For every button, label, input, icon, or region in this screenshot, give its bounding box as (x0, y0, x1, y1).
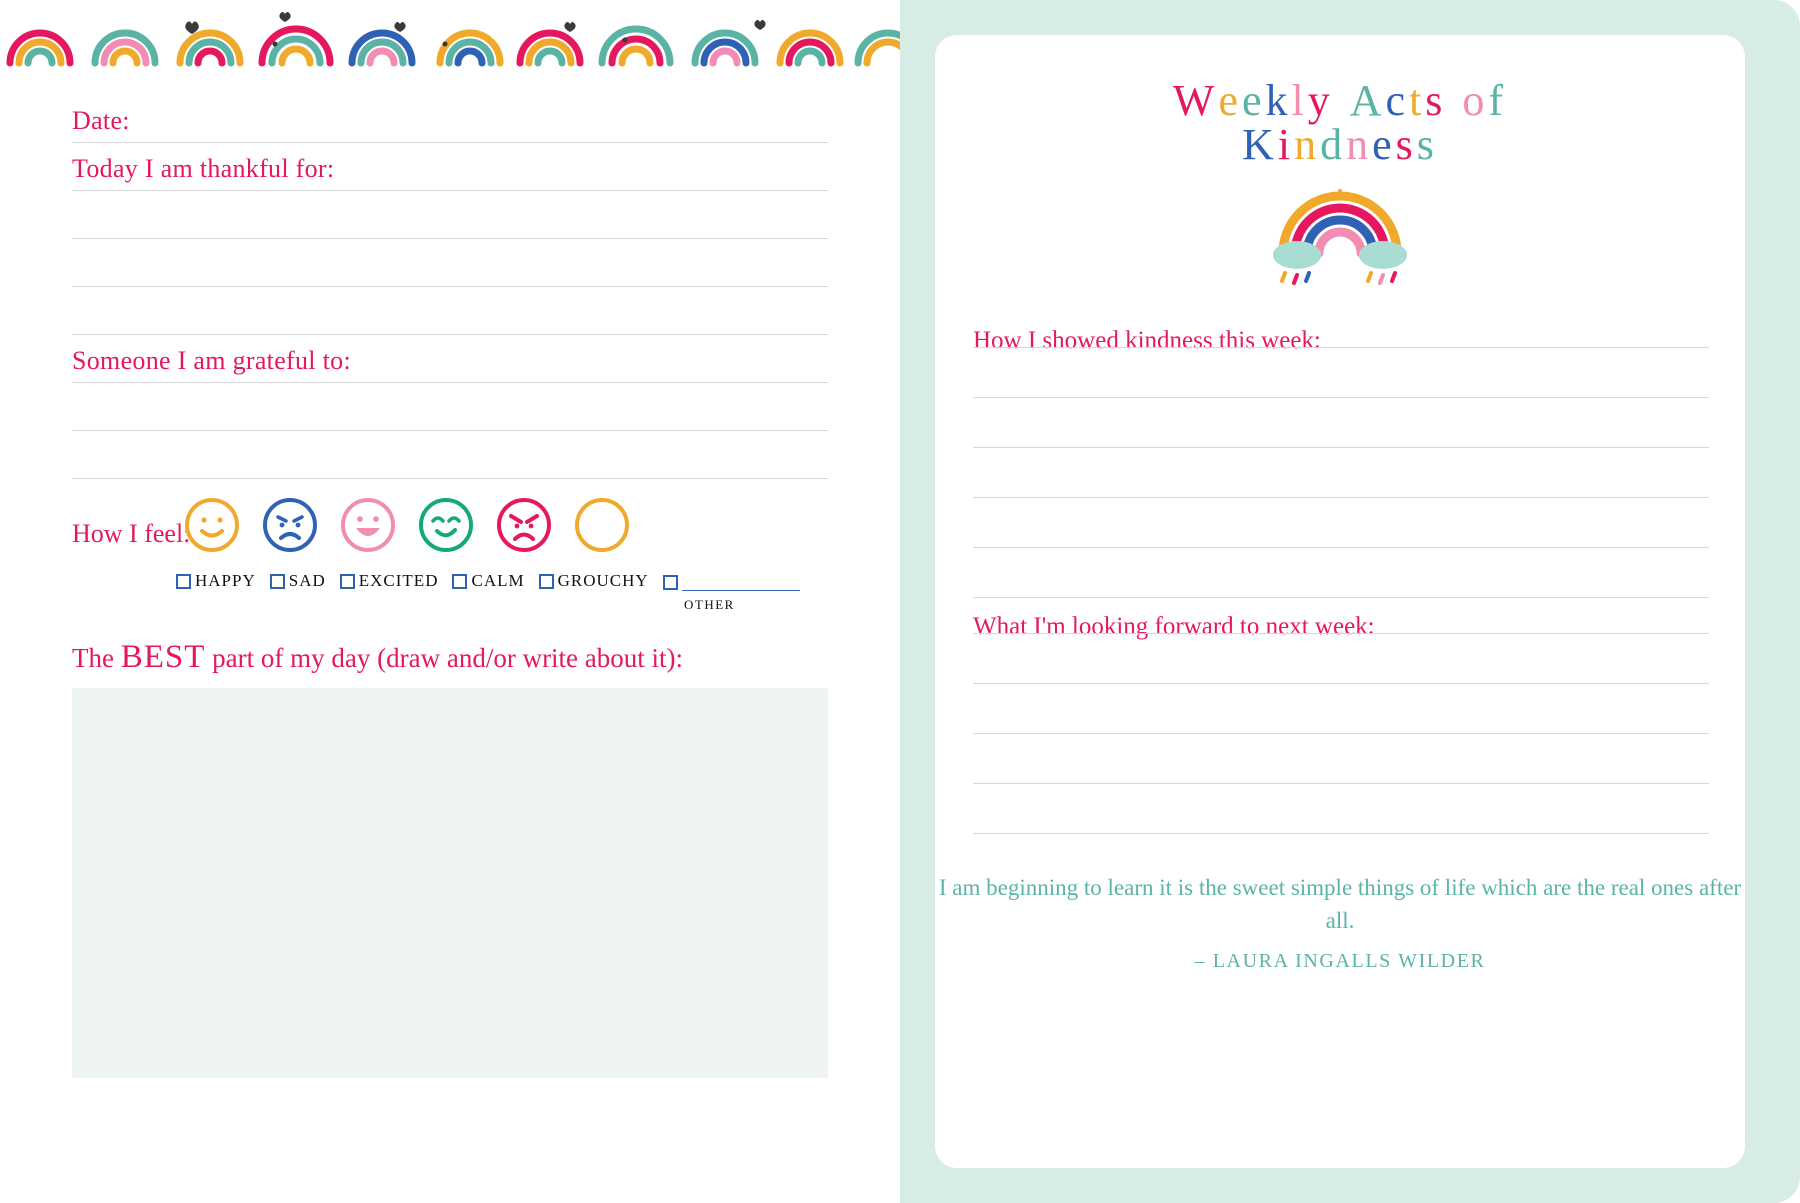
thankful-writing-line[interactable] (72, 239, 828, 287)
title-line-1 (935, 76, 1745, 125)
grateful-field[interactable] (72, 335, 828, 383)
mood-checkbox-happy[interactable] (176, 571, 256, 591)
grouchy-face-icon[interactable] (496, 497, 552, 553)
rainbow-illustration-svg (1265, 183, 1415, 287)
kindness-rule[interactable] (973, 347, 1709, 348)
happy-face-icon[interactable] (184, 497, 240, 553)
checkbox-box[interactable] (176, 574, 191, 589)
title-char: l (1291, 76, 1308, 125)
checkbox-box[interactable] (539, 574, 554, 589)
sad-face-icon[interactable] (262, 497, 318, 553)
mood-label: HAPPY (195, 571, 256, 590)
title-char: y (1307, 76, 1334, 125)
mood-checkbox-other[interactable] (663, 574, 800, 591)
mood-checkboxes (176, 571, 800, 591)
forward-writing-line[interactable] (973, 783, 1709, 784)
forward-writing-line[interactable] (973, 733, 1709, 734)
title-char: t (1409, 76, 1426, 125)
title-char: s (1416, 120, 1438, 169)
drawing-area[interactable] (72, 688, 828, 1078)
title-char: c (1385, 76, 1410, 125)
forward-rule[interactable] (973, 633, 1709, 634)
best-emphasis: BEST (120, 639, 206, 675)
thankful-label: Today I am thankful for: (72, 154, 335, 183)
forward-writing-line[interactable] (973, 683, 1709, 684)
left-page-body (0, 95, 900, 1078)
kindness-writing-line[interactable] (973, 497, 1709, 498)
quote-author: – LAURA INGALLS WILDER (1194, 949, 1486, 972)
kindness-writing-line[interactable] (973, 397, 1709, 398)
checkbox-box[interactable] (663, 575, 678, 590)
mood-label: EXCITED (358, 571, 439, 590)
right-page (900, 0, 1800, 1203)
title-char: K (1242, 120, 1278, 169)
date-field[interactable] (72, 95, 828, 143)
other-label: OTHER (684, 597, 735, 612)
rainbow-border-decoration (0, 0, 900, 95)
how-i-feel-label: How I feel: (72, 519, 191, 548)
checkbox-box[interactable] (452, 574, 467, 589)
date-label: Date: (72, 106, 130, 135)
checkbox-box[interactable] (340, 574, 355, 589)
mood-checkbox-excited[interactable] (340, 571, 439, 591)
mood-label: CALM (471, 571, 525, 590)
rainbow-cloud-illustration (1265, 183, 1415, 287)
title-char: s (1395, 120, 1417, 169)
kindness-writing-line[interactable] (973, 447, 1709, 448)
title-char: k (1265, 76, 1292, 125)
title-char: e (1372, 120, 1396, 169)
thankful-writing-line[interactable] (72, 287, 828, 335)
rainbow-pattern-svg (0, 0, 900, 95)
calm-face-icon[interactable] (418, 497, 474, 553)
kindness-writing-line[interactable] (973, 547, 1709, 548)
title-char: s (1425, 76, 1447, 125)
thankful-field[interactable] (72, 143, 828, 191)
mood-checkbox-calm[interactable] (452, 571, 524, 591)
best-part-label (72, 639, 828, 676)
title-char: A (1349, 76, 1386, 125)
title-char: e (1218, 76, 1242, 125)
other-write-in-line[interactable] (682, 574, 800, 591)
title-char: f (1488, 76, 1508, 125)
thankful-writing-line[interactable] (72, 191, 828, 239)
best-suffix: part of my day (draw and/or write about it): (205, 643, 684, 673)
title-char: d (1320, 120, 1347, 169)
title-line-2 (935, 120, 1745, 169)
title-char: n (1346, 120, 1373, 169)
title-char: n (1294, 120, 1321, 169)
quote-text: I am beginning to learn it is the sweet simple things of life which are the real ones after all. (938, 875, 1742, 934)
mood-label: GROUCHY (557, 571, 649, 590)
other-face-icon[interactable] (574, 497, 630, 553)
kindness-writing-line[interactable] (973, 597, 1709, 598)
page-title (935, 76, 1745, 169)
grateful-writing-line[interactable] (72, 431, 828, 479)
forward-writing-line[interactable] (973, 833, 1709, 834)
grateful-writing-line[interactable] (72, 383, 828, 431)
grateful-label: Someone I am grateful to: (72, 346, 351, 375)
how-i-feel-section (72, 497, 828, 617)
checkbox-box[interactable] (270, 574, 285, 589)
mood-label: SAD (288, 571, 326, 590)
mood-checkbox-sad[interactable] (270, 571, 326, 591)
title-char: o (1462, 76, 1489, 125)
mood-faces (184, 497, 630, 553)
excited-face-icon[interactable] (340, 497, 396, 553)
mood-checkbox-grouchy[interactable] (539, 571, 649, 591)
best-prefix: The (72, 643, 121, 673)
title-char: W (1172, 76, 1219, 125)
kindness-label: How I showed kindness this week: (973, 327, 1321, 354)
title-char: i (1277, 120, 1295, 169)
quote-block (935, 871, 1745, 973)
looking-forward-label: What I'm looking forward to next week: (973, 613, 1375, 640)
kindness-card (935, 35, 1745, 1168)
title-char: e (1241, 76, 1266, 125)
